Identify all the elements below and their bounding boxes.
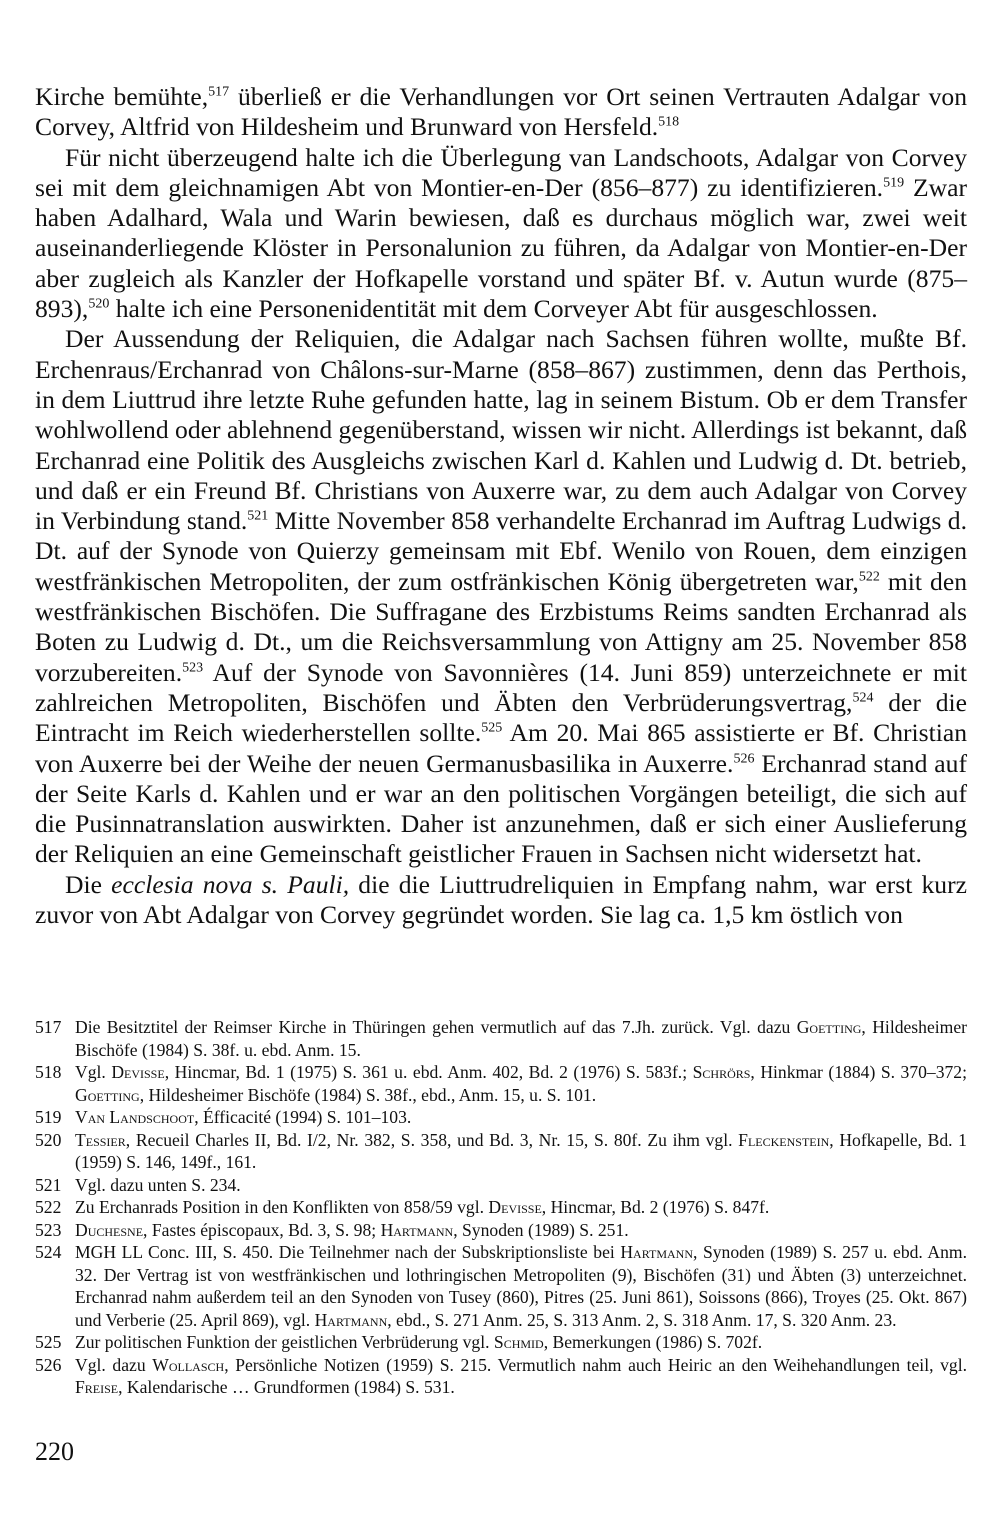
footnote-number: 518: [35, 1062, 62, 1082]
text-run: Vgl.: [75, 1062, 112, 1082]
text-run: die die Liuttrudreliquien in Empfang nahm, war erst kurz zuvor von Abt Adalgar von Corvey gegründet worden. Sie lag ca. 1,5 km östlich von: [35, 869, 967, 930]
text-run: , Bemerkungen (1986) S. 702f.: [543, 1332, 763, 1352]
footnote: [35, 1196, 967, 1219]
footnote: [35, 1241, 967, 1331]
page-number: 220: [35, 1437, 74, 1466]
italic-text: ecclesia nova s. Pauli,: [111, 869, 350, 899]
author-name: Freise: [75, 1377, 119, 1397]
footnote-ref: 525: [481, 720, 503, 736]
footnote-number: 520: [35, 1129, 62, 1150]
author-name: Van Landschoot: [75, 1107, 195, 1127]
text-run: Zu Erchanrads Position in den Konflikten von 858/59 vgl.: [75, 1197, 489, 1217]
author-name: Hartmann: [380, 1219, 454, 1240]
footnote-text: [75, 1331, 967, 1354]
paragraph: [35, 870, 967, 931]
text-run: , Hildesheimer Bischöfe (1984) S. 38f., ebd., Anm. 15, u. S. 101.: [139, 1084, 597, 1105]
text-run: Vgl. dazu: [75, 1354, 153, 1375]
author-name: Goetting: [75, 1084, 140, 1105]
author-name: Fleckenstein: [738, 1129, 830, 1150]
text-run: der die Eintracht im Reich wiederherstellen sollte.: [35, 687, 967, 748]
text-run: Auf der Synode von Savonnières (14. Juni 859) unterzeichnete er mit zahlreichen Metropoliten, Bischöfen und Äbten den Verbrüderungsvertrag,: [35, 657, 967, 717]
footnote-ref: 521: [247, 508, 269, 524]
footnote-ref: 520: [88, 296, 110, 312]
footnote-number: 525: [35, 1332, 62, 1352]
footnote-number: 522: [35, 1197, 62, 1217]
author-name: Hartmann: [620, 1242, 693, 1262]
footnote-number: 524: [35, 1242, 62, 1262]
text-run: , Synoden (1989) S. 251.: [453, 1219, 629, 1240]
footnote-text: [75, 1016, 967, 1061]
paragraph: [35, 324, 967, 869]
footnote-text: [75, 1174, 967, 1197]
text-run: MGH LL Conc. III, S. 450. Die Teilnehmer nach der Subskriptionsliste bei: [75, 1242, 621, 1262]
footnote: [35, 1174, 967, 1197]
footnote-number: 526: [35, 1354, 62, 1375]
text-run: , Éfficacité (1994) S. 101–103.: [194, 1107, 412, 1127]
paragraph: [35, 143, 967, 325]
text-run: Für nicht überzeugend halte ich die Überlegung van Landschoots, Adalgar von Corvey sei mit dem gleichnamigen Abt von Montier-en-Der (856–877) zu identifizieren.: [35, 142, 967, 202]
text-run: , Recueil Charles II, Bd. I/2, Nr. 382, S. 358, und Bd. 3, Nr. 15, S. 80f. Zu ihm vgl.: [125, 1129, 739, 1150]
footnote-ref: 524: [852, 690, 874, 706]
main-text: [35, 82, 967, 930]
text-run: Kirche bemühte,: [35, 82, 209, 111]
text-run: mit den westfränkischen Bischöfen. Die Suffragane des Erzbistums Reims sandten Erchanrad als Boten zu Ludwig d. Dt., um die Reichsversammlung von Attigny am 25. November 858 vorzubereiten.: [35, 566, 967, 687]
footnote: [35, 1061, 967, 1106]
footnote: [35, 1016, 967, 1061]
text-run: überließ er die Verhandlungen vor Ort seinen Vertrauten Adalgar von Corvey, Altfrid von Hildesheim und Brunward von Hersfeld.: [35, 82, 967, 142]
footnote-ref: 519: [883, 175, 905, 191]
footnote: [35, 1106, 967, 1129]
author-name: Devisse: [111, 1062, 165, 1082]
author-name: Tessier: [75, 1129, 126, 1150]
text-run: Die: [65, 869, 112, 899]
author-name: Duchesne: [75, 1219, 144, 1240]
footnote: [35, 1354, 967, 1399]
footnote-number: 521: [35, 1174, 62, 1195]
text-run: , Hofkapelle, Bd. 1 (1959) S. 146, 149f., 161.: [75, 1129, 967, 1172]
footnote-number: 519: [35, 1107, 62, 1127]
text-run: halte ich eine Personenidentität mit dem Corveyer Abt für ausgeschlossen.: [109, 294, 878, 324]
text-run: Vgl. dazu unten S. 234.: [75, 1174, 241, 1195]
text-run: , Hincmar, Bd. 2 (1976) S. 847f.: [541, 1197, 770, 1217]
footnotes: [35, 1016, 967, 1399]
text-run: , Fastes épiscopaux, Bd. 3, S. 98;: [143, 1219, 381, 1240]
footnote: [35, 1331, 967, 1354]
footnote-text: [75, 1219, 967, 1242]
footnote-text: [75, 1129, 967, 1174]
text-run: , Hildesheimer Bischöfe (1984) S. 38f. u. ebd. Anm. 15.: [75, 1017, 968, 1060]
text-run: , ebd., S. 271 Anm. 25, S. 313 Anm. 2, S. 318 Anm. 17, S. 320 Anm. 23.: [387, 1309, 897, 1330]
text-run: , Kalendarische … Grundformen (1984) S. 531.: [118, 1377, 455, 1397]
text-run: Zur politischen Funktion der geistlichen Verbrüderung vgl.: [75, 1332, 494, 1352]
footnote-text: [75, 1106, 967, 1129]
footnote-ref: 518: [658, 114, 680, 130]
text-run: Zwar haben Adalhard, Wala und Warin bewiesen, daß es durchaus möglich war, zwei weit auseinanderliegende Klöster in Personalunion zu führen, da Adalgar von Montier-en-Der aber zugleich als Kanzler der Hofkapelle vorstand und später Bf. v. Autun wurde (875–893),: [35, 172, 967, 324]
text-run: Mitte November 858 verhandelte Erchanrad im Auftrag Ludwigs d. Dt. auf der Synode von Quierzy gemeinsam mit Ebf. Wenilo von Rouen, dem einzigen westfränkischen Metropoliten, der zum ostfränkischen König übergetreten war,: [35, 506, 967, 596]
footnote-number: 517: [35, 1017, 62, 1037]
paragraph: [35, 82, 967, 143]
footnote-text: [75, 1354, 967, 1399]
author-name: Schmid: [493, 1332, 544, 1352]
text-run: Am 20. Mai 865 assistierte er Bf. Christian von Auxerre bei der Weihe der neuen Germanusbasilika in Auxerre.: [35, 718, 967, 778]
author-name: Wollasch: [152, 1354, 225, 1375]
text-run: Die Besitztitel der Reimser Kirche in Thüringen gehen vermutlich auf das 7.Jh. zurück. Vgl. dazu: [75, 1017, 797, 1037]
footnote: [35, 1129, 967, 1174]
footnote-text: [75, 1196, 967, 1219]
footnote-ref: 517: [208, 84, 230, 100]
text-run: , Synoden (1989) S. 257 u. ebd. Anm. 32. Der Vertrag ist von westfränkischen und lothringischen Metropoliten (9), Bischöfen (31) und Äbten (3) unterzeichnet. Erchanrad nahm außerdem teil an den Synoden von Tusey (860), Pitres (25. Juni 861), Soissons (866), Troyes (25. Okt. 867) und Verberie (25. April 869), vgl.: [75, 1242, 967, 1330]
footnote-ref: 526: [733, 751, 755, 766]
footnote-ref: 523: [182, 660, 204, 676]
text-run: Erchanrad stand auf der Seite Karls d. Kahlen und er war an den politischen Vorgängen beteiligt, die sich auf die Pusinnatranslation auswirkten. Daher ist anzunehmen, daß er sich einer Auslieferung der Reliquien an eine Gemeinschaft geistlicher Frauen in Sachsen nicht widersetzt hat.: [35, 748, 967, 869]
footnote-text: [75, 1061, 967, 1106]
text-run: Der Aussendung der Reliquien, die Adalgar nach Sachsen führen wollte, mußte Bf. Erchenraus/Erchanrad von Châlons-sur-Marne (858–867) zustimmen, denn das Perthois, in dem Liuttrud ihre letzte Ruhe gefunden hatte, lag in seinem Bistum. Ob er dem Transfer wohlwollend oder ablehnend gegenüberstand, wissen wir nicht. Allerdings ist bekannt, daß Erchanrad eine Politik des Ausgleichs zwischen Karl d. Kahlen und Ludwig d. Dt. betrieb, und daß er ein Freund Bf. Christians von Auxerre war, zu dem auch Adalgar von Corvey in Verbindung stand.: [35, 324, 967, 536]
text-run: , Hincmar, Bd. 1 (1975) S. 361 u. ebd. Anm. 402, Bd. 2 (1976) S. 583f.;: [164, 1062, 693, 1082]
footnote-text: [75, 1241, 967, 1331]
author-name: Goetting: [796, 1017, 862, 1037]
footnote-number: 523: [35, 1219, 62, 1240]
author-name: Schrörs: [692, 1062, 751, 1082]
footnote-ref: 522: [858, 569, 880, 585]
author-name: Devisse: [488, 1197, 542, 1217]
text-run: , Hinkmar (1884) S. 370–372;: [750, 1062, 967, 1082]
footnote: [35, 1219, 967, 1242]
text-run: , Persönliche Notizen (1959) S. 215. Vermutlich nahm auch Heiric an den Weihehandlungen teil, vgl.: [224, 1354, 967, 1375]
author-name: Hartmann: [314, 1309, 388, 1330]
